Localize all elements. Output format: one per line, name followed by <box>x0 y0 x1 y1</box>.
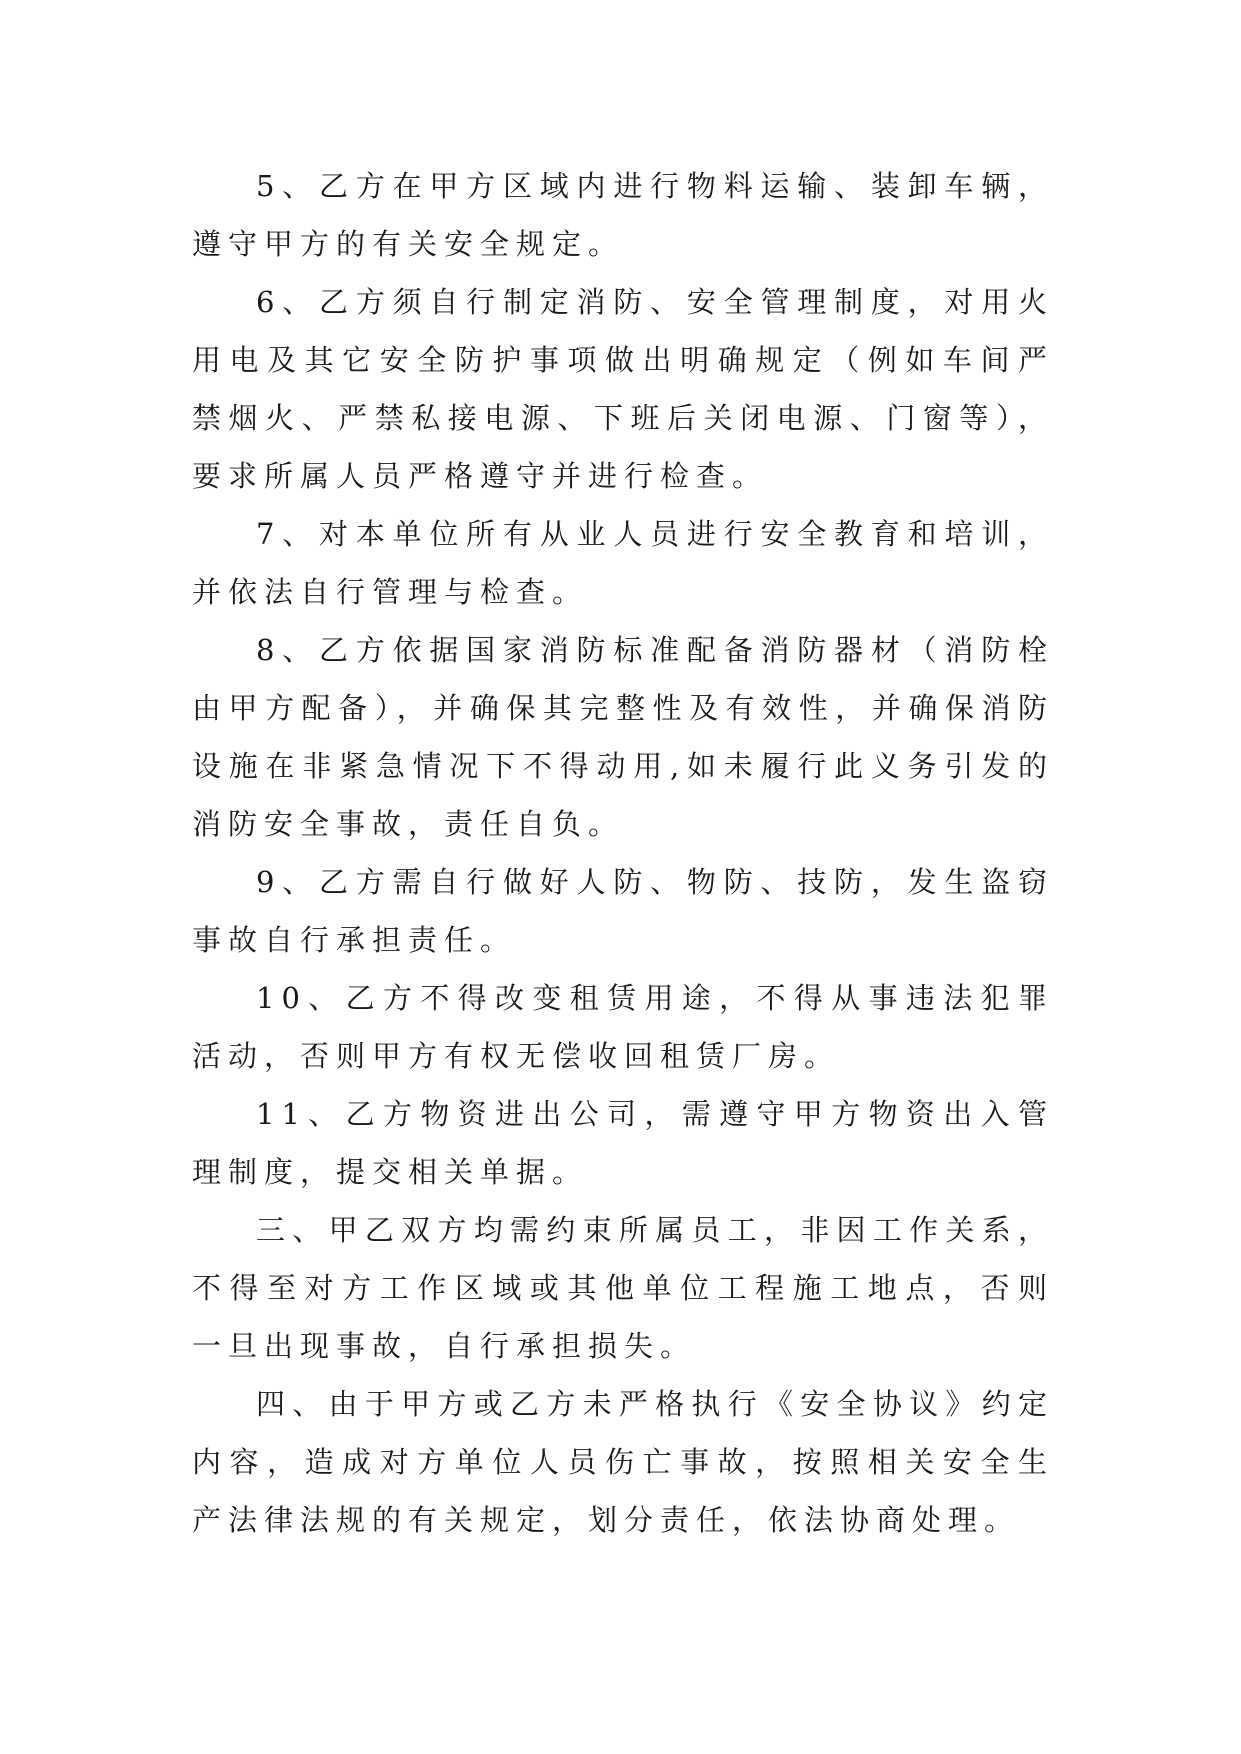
section-four-paragraph: 四、由于甲方或乙方未严格执行《安全协议》约定内容，造成对方单位人员伤亡事故，按照相关安全生产法律法规的有关规定，划分责任，依法协商处理。 <box>192 1387 1054 1537</box>
clause-5-paragraph: 5、乙方在甲方区域内进行物料运输、装卸车辆，遵守甲方的有关安全规定。 <box>192 169 1054 261</box>
clause-10-paragraph: 10、乙方不得改变租赁用途，不得从事违法犯罪活动，否则甲方有权无偿收回租赁厂房。 <box>192 981 1054 1073</box>
clause-6-paragraph: 6、乙方须自行制定消防、安全管理制度，对用火用电及其它安全防护事项做出明确规定（例如车间严禁烟火、严禁私接电源、下班后关闭电源、门窗等），要求所属人员严格遵守并进行检查。 <box>192 285 1054 493</box>
clause-8-paragraph: 8、乙方依据国家消防标准配备消防器材（消防栓由甲方配备），并确保其完整性及有效性，并确保消防设施在非紧急情况下不得动用,如未履行此义务引发的消防安全事故，责任自负。 <box>192 633 1054 841</box>
clause-9-paragraph: 9、乙方需自行做好人防、物防、技防，发生盗窃事故自行承担责任。 <box>192 865 1054 957</box>
clause-11-paragraph: 11、乙方物资进出公司，需遵守甲方物资出入管理制度，提交相关单据。 <box>192 1097 1054 1189</box>
section-three-paragraph: 三、甲乙双方均需约束所属员工，非因工作关系，不得至对方工作区域或其他单位工程施工地点，否则一旦出现事故，自行承担损失。 <box>192 1213 1054 1363</box>
document-body <box>192 157 1054 1549</box>
clause-7-paragraph: 7、对本单位所有从业人员进行安全教育和培训，并依法自行管理与检查。 <box>192 517 1054 609</box>
